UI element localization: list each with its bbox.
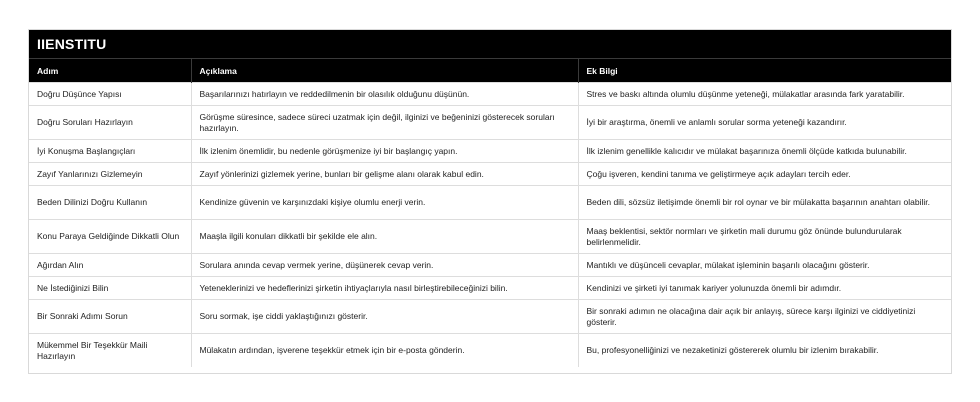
cell-description: İlk izlenim önemlidir, bu nedenle görüşmenize iyi bir başlangıç yapın. — [191, 140, 578, 163]
cell-description: Başarılarınızı hatırlayın ve reddedilmenin bir olasılık olduğunu düşünün. — [191, 83, 578, 106]
column-header-step: Adım — [29, 59, 191, 83]
table-header-row — [29, 59, 951, 83]
cell-step: Ne İstediğinizi Bilin — [29, 277, 191, 300]
brand-title: IIENSTITU — [29, 30, 951, 58]
cell-description: Yeteneklerinizi ve hedeflerinizi şirketin ihtiyaçlarıyla nasıl birleştirebileceğinizi bilin. — [191, 277, 578, 300]
table-row — [29, 300, 951, 334]
cell-step: Doğru Düşünce Yapısı — [29, 83, 191, 106]
table-row — [29, 186, 951, 220]
table-row — [29, 254, 951, 277]
cell-extra: Bu, profesyonelliğinizi ve nezaketinizi göstererek olumlu bir izlenim bırakabilir. — [578, 334, 951, 368]
cell-description: Maaşla ilgili konuları dikkatli bir şekilde ele alın. — [191, 220, 578, 254]
cell-extra: Maaş beklentisi, sektör normları ve şirketin mali durumu göz önünde bulundurularak belirlenmelidir. — [578, 220, 951, 254]
column-header-extra: Ek Bilgi — [578, 59, 951, 83]
cell-step: Konu Paraya Geldiğinde Dikkatli Olun — [29, 220, 191, 254]
table-card — [28, 29, 952, 374]
cell-step: Bir Sonraki Adımı Sorun — [29, 300, 191, 334]
cell-step: Mükemmel Bir Teşekkür Maili Hazırlayın — [29, 334, 191, 368]
cell-step: Zayıf Yanlarınızı Gizlemeyin — [29, 163, 191, 186]
cell-extra: Bir sonraki adımın ne olacağına dair açık bir anlayış, sürece karşı ilginizi ve ciddiyetinizi gösterir. — [578, 300, 951, 334]
table-row — [29, 163, 951, 186]
table-row — [29, 220, 951, 254]
cell-extra: Stres ve baskı altında olumlu düşünme yeteneği, mülakatlar arasında fark yaratabilir. — [578, 83, 951, 106]
cell-step: Ağırdan Alın — [29, 254, 191, 277]
cell-description: Soru sormak, işe ciddi yaklaştığınızı gösterir. — [191, 300, 578, 334]
table-row — [29, 83, 951, 106]
cell-extra: İlk izlenim genellikle kalıcıdır ve mülakat başarınıza önemli ölçüde katkıda bulunabilir. — [578, 140, 951, 163]
table-row — [29, 106, 951, 140]
cell-description: Kendinize güvenin ve karşınızdaki kişiye olumlu enerji verin. — [191, 186, 578, 220]
cell-extra: Çoğu işveren, kendini tanıma ve geliştirmeye açık adayları tercih eder. — [578, 163, 951, 186]
cell-extra: Kendinizi ve şirketi iyi tanımak kariyer yolunuzda önemli bir adımdır. — [578, 277, 951, 300]
cell-description: Görüşme süresince, sadece süreci uzatmak için değil, ilginizi ve beğeninizi gösterecek soruları hazırlayın. — [191, 106, 578, 140]
cell-description: Mülakatın ardından, işverene teşekkür etmek için bir e-posta gönderin. — [191, 334, 578, 368]
table-row — [29, 140, 951, 163]
cell-description: Zayıf yönlerinizi gizlemek yerine, bunları bir gelişme alanı olarak kabul edin. — [191, 163, 578, 186]
column-header-description: Açıklama — [191, 59, 578, 83]
cell-description: Sorulara anında cevap vermek yerine, düşünerek cevap verin. — [191, 254, 578, 277]
cell-extra: İyi bir araştırma, önemli ve anlamlı sorular sorma yeteneği kazandırır. — [578, 106, 951, 140]
table-row — [29, 334, 951, 368]
cell-step: İyi Konuşma Başlangıçları — [29, 140, 191, 163]
cell-extra: Beden dili, sözsüz iletişimde önemli bir rol oynar ve bir mülakatta başarının anahtarı olabilir. — [578, 186, 951, 220]
cell-extra: Mantıklı ve düşünceli cevaplar, mülakat işleminin başarılı olacağını gösterir. — [578, 254, 951, 277]
table-row — [29, 277, 951, 300]
steps-table — [29, 58, 951, 367]
cell-step: Beden Dilinizi Doğru Kullanın — [29, 186, 191, 220]
cell-step: Doğru Soruları Hazırlayın — [29, 106, 191, 140]
